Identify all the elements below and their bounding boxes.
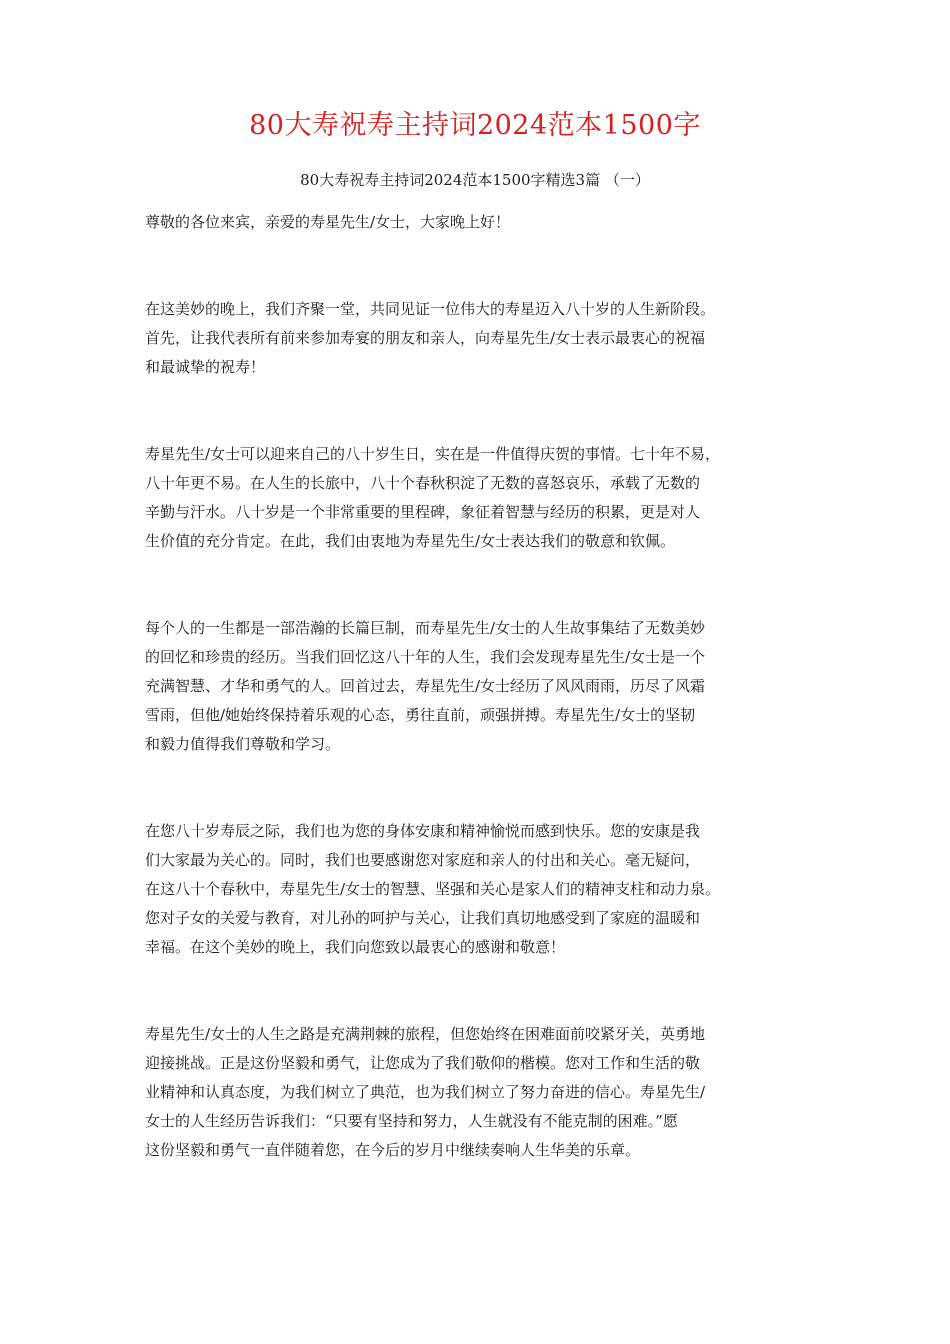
paragraph-perseverance xyxy=(145,1020,825,1165)
paragraph-greeting xyxy=(145,208,825,237)
paragraph-life-story xyxy=(145,614,825,759)
text-line: 首先，让我代表所有前来参加寿宴的朋友和亲人，向寿星先生/女士表示最衷心的祝福 xyxy=(145,329,706,347)
text-line: 八十年更不易。在人生的长旅中，八十个春秋积淀了无数的喜怒哀乐，承载了无数的 xyxy=(145,474,701,492)
text-line: 尊敬的各位来宾，亲爱的寿星先生/女士，大家晚上好！ xyxy=(145,213,511,231)
text-line: 您对子女的关爱与教育，对儿孙的呵护与关心，让我们真切地感受到了家庭的温暖和 xyxy=(145,909,701,927)
text-line: 迎接挑战。正是这份坚毅和勇气，让您成为了我们敬仰的楷模。您对工作和生活的敬 xyxy=(145,1054,701,1072)
paragraph-milestone xyxy=(145,440,825,556)
document-body xyxy=(145,208,825,1165)
paragraph-spacer xyxy=(145,759,825,817)
text-line: 生价值的充分肯定。在此，我们由衷地为寿星先生/女士表达我们的敬意和钦佩。 xyxy=(145,532,676,550)
text-line: 的回忆和珍贵的经历。当我们回忆这八十年的人生，我们会发现寿星先生/女士是一个 xyxy=(145,648,706,666)
text-line: 和最诚挚的祝寿！ xyxy=(145,358,266,376)
text-line: 这份坚毅和勇气一直伴随着您，在今后的岁月中继续奏响人生华美的乐章。 xyxy=(145,1141,641,1159)
text-line: 寿星先生/女士可以迎来自己的八十岁生日，实在是一件值得庆贺的事情。七十年不易， xyxy=(145,445,721,463)
paragraph-spacer xyxy=(145,962,825,1020)
paragraph-gratitude xyxy=(145,817,825,962)
text-line: 幸福。在这个美妙的晚上，我们向您致以最衷心的感谢和敬意！ xyxy=(145,938,566,956)
paragraph-spacer xyxy=(145,237,825,295)
text-line: 们大家最为关心的。同时，我们也要感谢您对家庭和亲人的付出和关心。毫无疑问， xyxy=(145,851,701,869)
text-line: 在这美妙的晚上，我们齐聚一堂，共同见证一位伟大的寿星迈入八十岁的人生新阶段。 xyxy=(145,300,716,318)
text-line: 每个人的一生都是一部浩瀚的长篇巨制，而寿星先生/女士的人生故事集结了无数美妙 xyxy=(145,619,706,637)
text-line: 寿星先生/女士的人生之路是充满荆棘的旅程，但您始终在困难面前咬紧牙关，英勇地 xyxy=(145,1025,706,1043)
document-subtitle: 80大寿祝寿主持词2024范本1500字精选3篇 （一） xyxy=(300,171,650,189)
text-line: 充满智慧、才华和勇气的人。回首过去，寿星先生/女士经历了风风雨雨，历尽了风霜 xyxy=(145,677,706,695)
text-line: 在这八十个春秋中，寿星先生/女士的智慧、坚强和关心是家人们的精神支柱和动力泉。 xyxy=(145,880,721,898)
text-line: 辛勤与汗水。八十岁是一个非常重要的里程碑，象征着智慧与经历的积累，更是对人 xyxy=(145,503,701,521)
paragraph-spacer xyxy=(145,382,825,440)
text-line: 女士的人生经历告诉我们：“只要有坚持和努力，人生就没有不能克制的困难。”愿 xyxy=(145,1112,678,1130)
text-line: 和毅力值得我们尊敬和学习。 xyxy=(145,735,341,753)
text-line: 在您八十岁寿辰之际，我们也为您的身体安康和精神愉悦而感到快乐。您的安康是我 xyxy=(145,822,701,840)
paragraph-spacer xyxy=(145,556,825,614)
paragraph-opening xyxy=(145,295,825,382)
text-line: 业精神和认真态度，为我们树立了典范，也为我们树立了努力奋进的信心。寿星先生/ xyxy=(145,1083,706,1101)
document-title: 80大寿祝寿主持词2024范本1500字 xyxy=(249,110,701,141)
text-line: 雪雨，但他/她始终保持着乐观的心态，勇往直前，顽强拼搏。寿星先生/女士的坚韧 xyxy=(145,706,696,724)
